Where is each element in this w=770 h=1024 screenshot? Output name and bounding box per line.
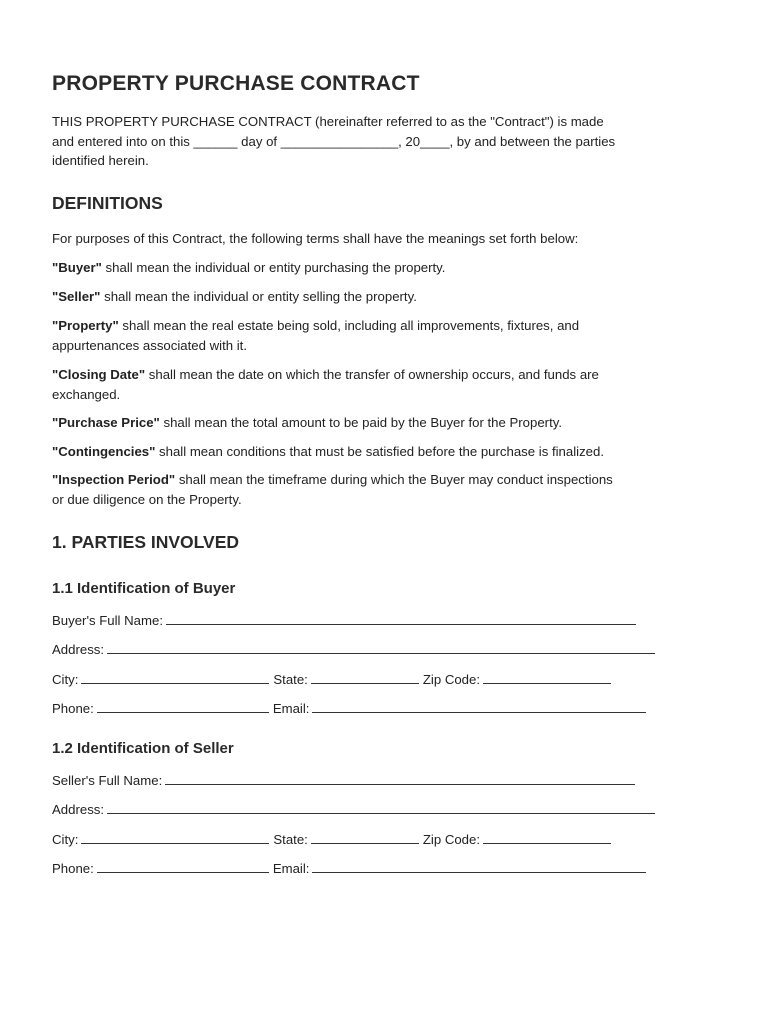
intro-line: THIS PROPERTY PURCHASE CONTRACT (hereinafter referred to as the "Contract") is made bbox=[52, 114, 604, 129]
definition-text: shall mean the real estate being sold, including all improvements, fixtures, and bbox=[118, 318, 580, 333]
seller-city-label: City: bbox=[52, 832, 79, 847]
definition-term: "Property" bbox=[52, 318, 119, 333]
definition-text: shall mean the timeframe during which the Buyer may conduct inspections bbox=[175, 472, 613, 487]
definition-contingencies bbox=[52, 442, 720, 462]
buyer-contact-row bbox=[52, 699, 650, 718]
buyer-state-field[interactable] bbox=[311, 670, 419, 684]
intro-line: identified herein. bbox=[52, 153, 149, 168]
buyer-city-label: City: bbox=[52, 672, 79, 687]
seller-contact-row bbox=[52, 859, 650, 878]
definition-text: shall mean the individual or entity selling the property. bbox=[100, 289, 417, 304]
definition-text: shall mean the total amount to be paid by the Buyer for the Property. bbox=[159, 415, 563, 430]
buyer-zip-field[interactable] bbox=[483, 670, 611, 684]
definition-text-continued: or due diligence on the Property. bbox=[52, 491, 242, 507]
buyer-email-field[interactable] bbox=[312, 699, 646, 713]
buyer-address-row bbox=[52, 640, 659, 659]
definition-text: shall mean the date on which the transfer of ownership occurs, and funds are bbox=[145, 367, 599, 382]
definition-text: shall mean the individual or entity purchasing the property. bbox=[101, 260, 446, 275]
seller-phone-label: Phone: bbox=[52, 861, 94, 876]
seller-address-field[interactable] bbox=[107, 800, 655, 814]
seller-zip-label: Zip Code: bbox=[422, 832, 481, 847]
seller-phone-field[interactable] bbox=[97, 859, 269, 873]
seller-address-row bbox=[52, 800, 659, 819]
definition-term: "Seller" bbox=[52, 289, 101, 304]
buyer-name-field[interactable] bbox=[166, 611, 636, 625]
buyer-address-label: Address: bbox=[52, 642, 105, 657]
seller-city-field[interactable] bbox=[81, 830, 269, 844]
seller-name-label: Seller's Full Name: bbox=[52, 773, 163, 788]
definition-text-continued: exchanged. bbox=[52, 386, 121, 402]
seller-location-row bbox=[52, 830, 615, 849]
buyer-name-label: Buyer's Full Name: bbox=[52, 613, 163, 628]
document-title: PROPERTY PURCHASE CONTRACT bbox=[52, 72, 420, 95]
definition-inspection-period bbox=[52, 470, 720, 509]
buyer-phone-label: Phone: bbox=[52, 701, 94, 716]
intro-line: and entered into on this ______ day of ________________, 20____, by and between the parties bbox=[52, 133, 616, 149]
definitions-heading: DEFINITIONS bbox=[52, 193, 163, 213]
definition-seller bbox=[52, 287, 720, 307]
buyer-email-label: Email: bbox=[272, 701, 310, 716]
section1-heading: 1. PARTIES INVOLVED bbox=[52, 532, 240, 552]
seller-subheading: 1.2 Identification of Seller bbox=[52, 740, 234, 757]
definition-text-continued: appurtenances associated with it. bbox=[52, 337, 247, 353]
seller-state-label: State: bbox=[273, 832, 308, 847]
intro-paragraph bbox=[52, 112, 720, 171]
seller-email-field[interactable] bbox=[312, 859, 646, 873]
definition-term: "Purchase Price" bbox=[52, 415, 160, 430]
seller-address-label: Address: bbox=[52, 802, 105, 817]
buyer-address-field[interactable] bbox=[107, 640, 655, 654]
definition-closing-date bbox=[52, 365, 720, 404]
seller-name-field[interactable] bbox=[165, 771, 635, 785]
buyer-zip-label: Zip Code: bbox=[422, 672, 481, 687]
seller-email-label: Email: bbox=[272, 861, 310, 876]
buyer-city-field[interactable] bbox=[81, 670, 269, 684]
buyer-location-row bbox=[52, 670, 615, 689]
buyer-state-label: State: bbox=[273, 672, 308, 687]
definition-purchase-price bbox=[52, 413, 720, 433]
seller-zip-field[interactable] bbox=[483, 830, 611, 844]
definition-term: "Inspection Period" bbox=[52, 472, 176, 487]
definition-buyer bbox=[52, 258, 720, 278]
definition-term: "Contingencies" bbox=[52, 444, 156, 459]
seller-name-row bbox=[52, 771, 639, 790]
buyer-name-row bbox=[52, 611, 640, 630]
buyer-subheading: 1.1 Identification of Buyer bbox=[52, 580, 236, 597]
definitions-lead: For purposes of this Contract, the following terms shall have the meanings set forth below: bbox=[52, 231, 579, 246]
buyer-phone-field[interactable] bbox=[97, 699, 269, 713]
definition-term: "Closing Date" bbox=[52, 367, 146, 382]
definition-property bbox=[52, 316, 720, 355]
seller-state-field[interactable] bbox=[311, 830, 419, 844]
definition-text: shall mean conditions that must be satisfied before the purchase is finalized. bbox=[155, 444, 605, 459]
definition-term: "Buyer" bbox=[52, 260, 102, 275]
